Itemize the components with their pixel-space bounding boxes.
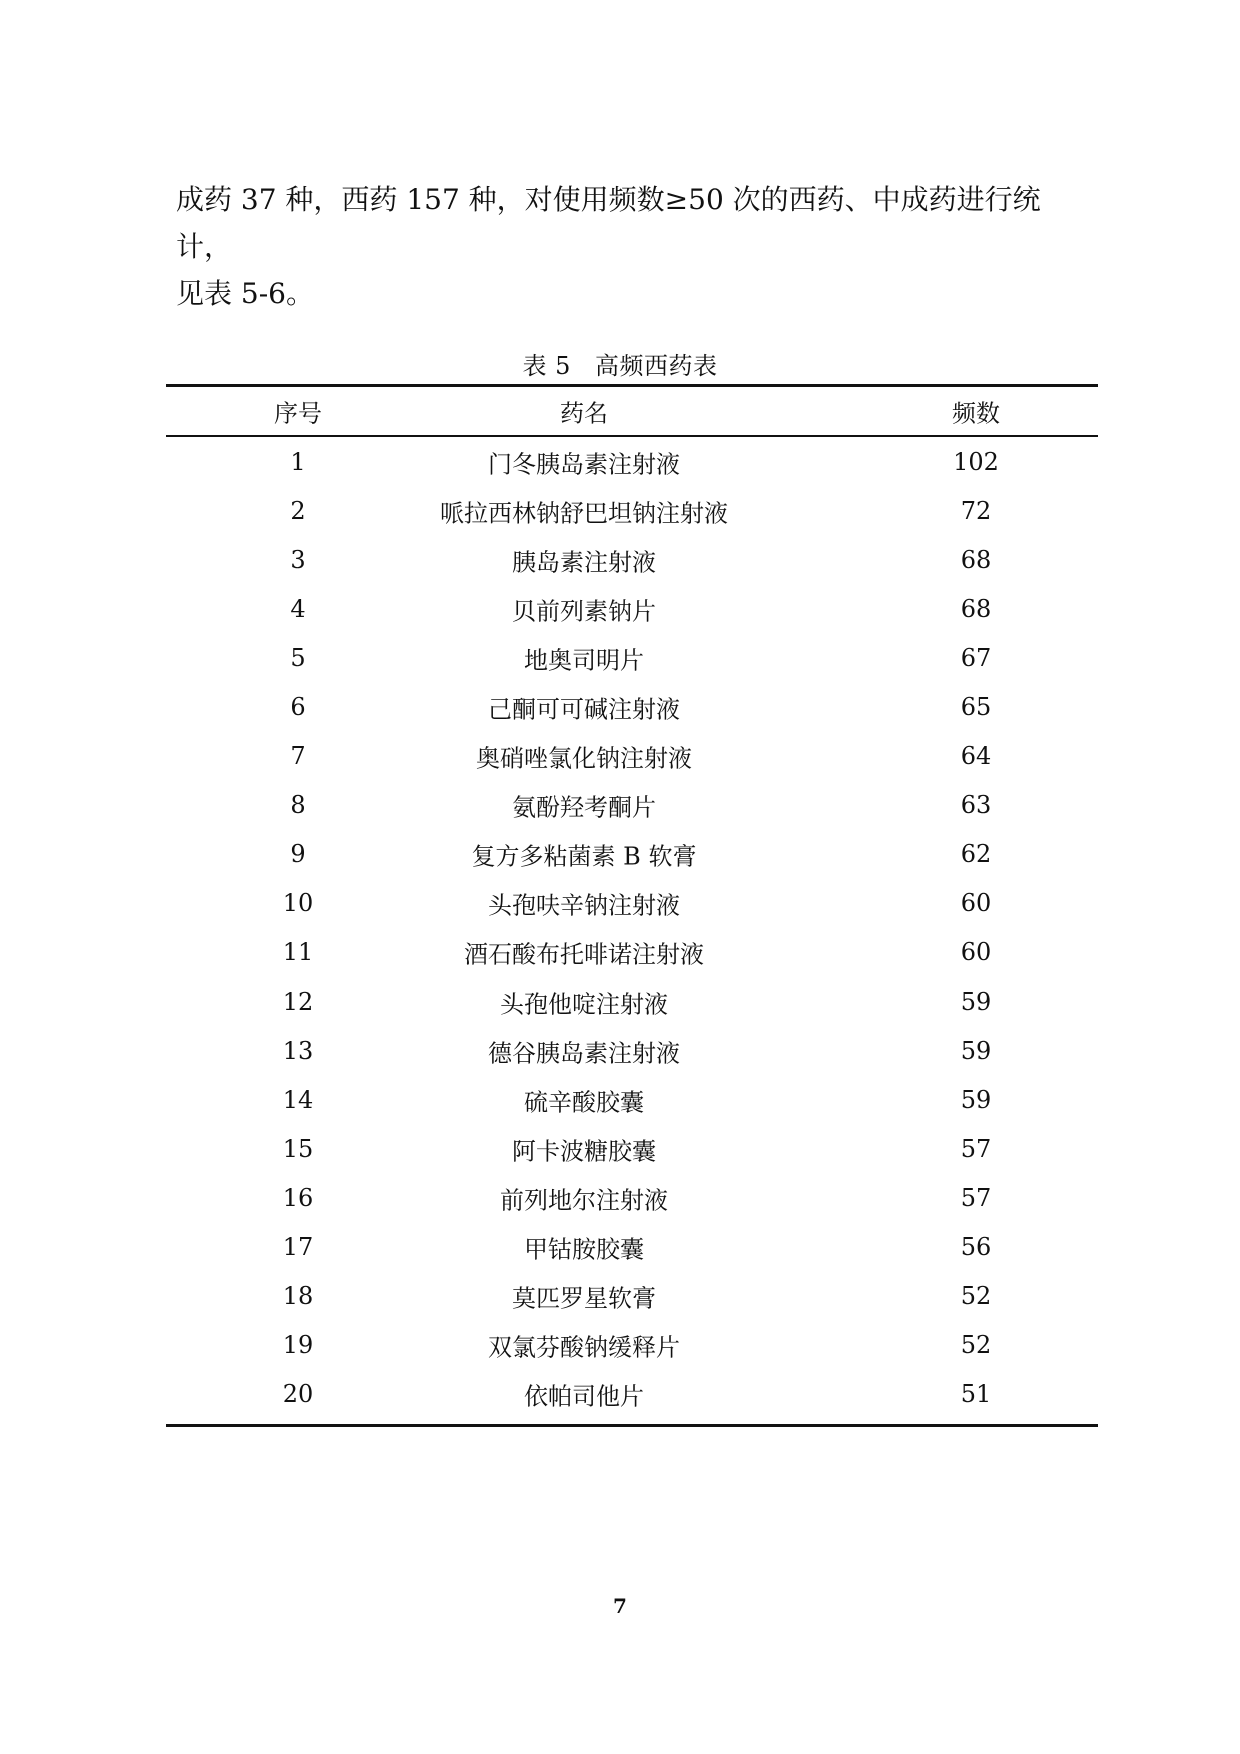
paragraph-line-2: 见表 5-6。 [176,277,314,311]
cell-name: 氨酚羟考酮片 [512,793,656,822]
cell-no: 3 [290,545,306,574]
cell-no: 20 [282,1380,314,1409]
cell-no: 17 [282,1233,314,1262]
cell-freq: 64 [960,742,992,771]
cell-no: 16 [282,1183,314,1212]
header-no: 序号 [274,399,322,428]
cell-freq: 67 [960,643,992,672]
cell-freq: 51 [960,1380,992,1409]
cell-freq: 52 [960,1331,992,1360]
cell-name: 依帕司他片 [524,1382,644,1411]
cell-freq: 63 [960,791,992,820]
cell-no: 15 [282,1134,314,1163]
table-row [166,584,1098,633]
table-bottom-rule [166,1424,1098,1427]
table-row [166,1321,1098,1370]
table-row [166,633,1098,682]
cell-freq: 57 [960,1134,992,1163]
cell-no: 10 [282,889,314,918]
cell-name: 头孢他啶注射液 [500,990,668,1019]
cell-freq: 62 [960,840,992,869]
cell-freq: 57 [960,1183,992,1212]
cell-no: 6 [290,693,306,722]
cell-name: 门冬胰岛素注射液 [488,450,680,479]
cell-no: 2 [290,496,306,525]
cell-freq: 59 [960,1036,992,1065]
cell-freq: 65 [960,693,992,722]
paragraph-line-1: 成药 37 种，西药 157 种，对使用频数≥50 次的西药、中成药进行统计， [176,183,1041,264]
cell-name: 阿卡波糖胶囊 [512,1137,656,1166]
header-freq: 频数 [952,399,1000,428]
cell-no: 18 [282,1282,314,1311]
cell-name: 复方多粘菌素 B 软膏 [471,842,697,871]
cell-name: 奥硝唑氯化钠注射液 [476,744,692,773]
cell-freq: 68 [960,545,992,574]
cell-name: 头孢呋辛钠注射液 [488,891,680,920]
cell-no: 14 [282,1085,314,1114]
table-body [166,437,1098,1419]
table-caption-title: 高频西药表 [594,352,718,380]
cell-freq: 56 [960,1233,992,1262]
table-row [166,781,1098,830]
table-row [166,486,1098,535]
table-row [166,1026,1098,1075]
cell-name: 前列地尔注射液 [500,1186,668,1215]
cell-no: 8 [290,791,306,820]
cell-name: 哌拉西林钠舒巴坦钠注射液 [440,499,728,528]
cell-no: 11 [282,938,314,967]
table-row [166,1124,1098,1173]
table-row [166,830,1098,879]
cell-name: 莫匹罗星软膏 [512,1284,656,1313]
high-frequency-drug-table [166,387,1098,1419]
cell-name: 酒石酸布托啡诺注射液 [464,940,704,969]
table-row [166,1370,1098,1419]
cell-name: 胰岛素注射液 [512,548,656,577]
cell-freq: 52 [960,1282,992,1311]
cell-freq: 68 [960,594,992,623]
table-row [166,1173,1098,1222]
cell-no: 13 [282,1036,314,1065]
cell-name: 德谷胰岛素注射液 [488,1039,680,1068]
cell-name: 双氯芬酸钠缓释片 [488,1333,680,1362]
cell-no: 5 [290,643,306,672]
table-caption-label: 表 5 [522,352,571,380]
table-row [166,977,1098,1026]
cell-name: 贝前列素钠片 [512,597,656,626]
table-row [166,437,1098,486]
body-paragraph [176,176,1086,317]
table-row [166,1272,1098,1321]
page-number: 7 [613,1594,627,1618]
table-row [166,1223,1098,1272]
cell-no: 12 [282,987,314,1016]
cell-freq: 60 [960,938,992,967]
cell-no: 7 [290,742,306,771]
cell-freq: 102 [953,447,999,476]
cell-no: 9 [290,840,306,869]
cell-name: 己酮可可碱注射液 [488,695,680,724]
table-header-row [166,387,1098,435]
table-caption [0,346,1240,381]
table-row [166,682,1098,731]
header-name: 药名 [560,399,608,428]
table-row [166,1075,1098,1124]
table-row [166,535,1098,584]
table-row [166,879,1098,928]
cell-no: 4 [290,594,306,623]
cell-no: 1 [290,447,306,476]
cell-freq: 72 [960,496,992,525]
cell-freq: 60 [960,889,992,918]
cell-name: 硫辛酸胶囊 [524,1088,644,1117]
table-row [166,928,1098,977]
cell-no: 19 [282,1331,314,1360]
cell-name: 甲钴胺胶囊 [524,1235,644,1264]
table-row [166,732,1098,781]
cell-name: 地奥司明片 [524,646,644,675]
cell-freq: 59 [960,1085,992,1114]
cell-freq: 59 [960,987,992,1016]
